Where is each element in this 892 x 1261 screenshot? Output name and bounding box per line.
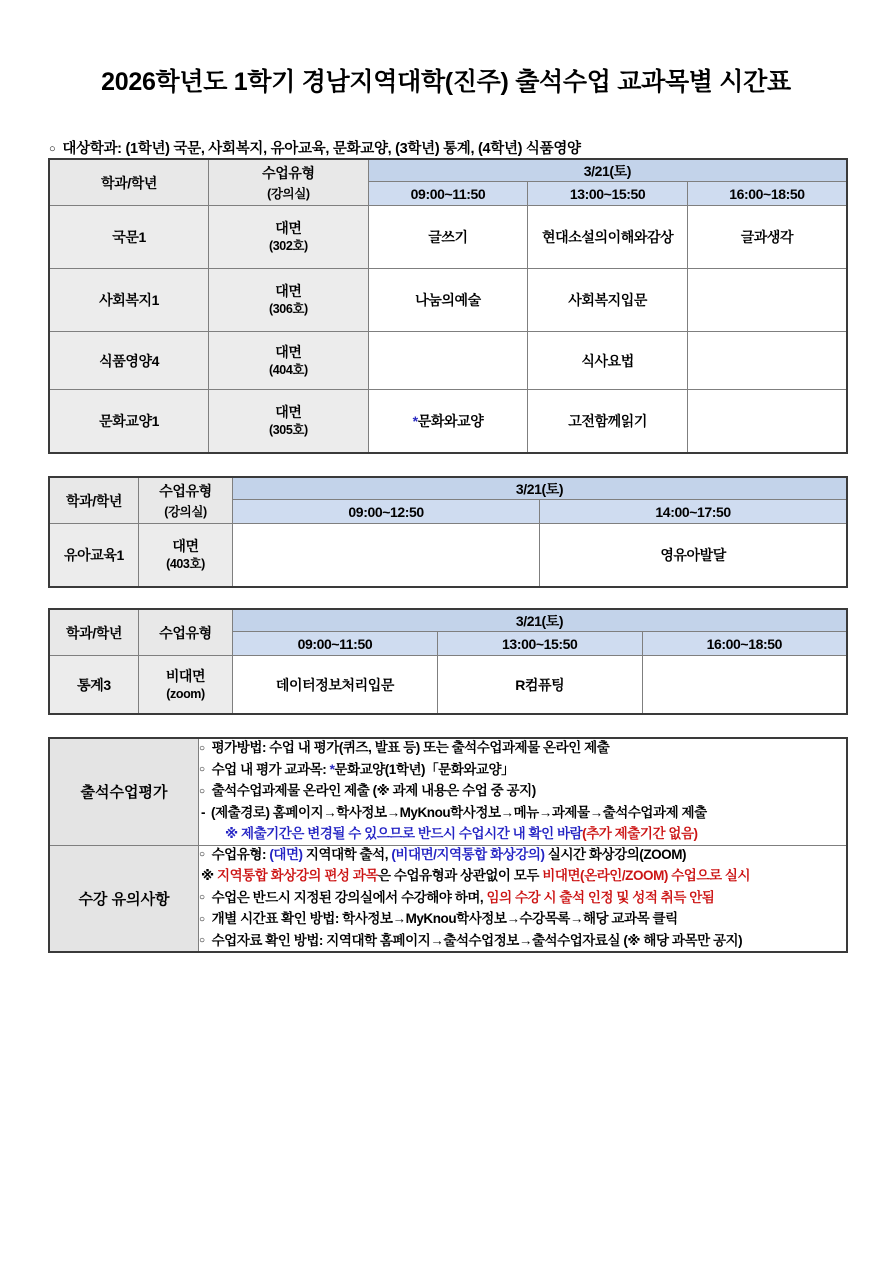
bullet-icon: ○	[199, 849, 205, 860]
schedule-table-2-wrapper	[0, 476, 892, 588]
cell-course: R컴퓨팅	[437, 656, 642, 715]
spacer	[0, 715, 892, 737]
cell-class-type	[139, 656, 233, 715]
header-date-1: 3/21(토)	[368, 159, 847, 182]
notes-label-guidance: 수강 유의사항	[49, 845, 199, 952]
table-row	[49, 269, 847, 332]
notes-body-guidance	[199, 845, 848, 952]
cell-classroom-label: (302호)	[268, 239, 308, 253]
note-line	[199, 739, 846, 759]
note-line	[199, 865, 846, 887]
target-departments-line	[0, 97, 892, 158]
bullet-icon: ○	[199, 764, 205, 775]
note-line	[199, 823, 846, 845]
header-time-slot: 13:00~15:50	[528, 182, 688, 206]
note-text: 개별 시간표 확인 방법: 학사정보→MyKnou학사정보→수강목록→해당 교과목 클릭	[211, 911, 678, 926]
note-text: 출석수업과제물 온라인 제출 (※ 과제 내용은 수업 중 공지)	[211, 783, 536, 798]
note-text: (제출경로) 홈페이지→학사정보→MyKnou학사정보→메뉴→과제물→출석수업과제 제출	[211, 804, 707, 820]
star-marker: *	[412, 413, 418, 429]
cell-course	[642, 656, 847, 715]
cell-classroom-label: (305호)	[268, 423, 308, 437]
note-text-blue: (비대면/지역통합 화상강의)	[391, 846, 545, 862]
notes-label-evaluation: 출석수업평가	[49, 738, 199, 845]
cell-course: 식사요법	[528, 332, 688, 390]
note-text: 수업자료 확인 방법: 지역대학 홈페이지→출석수업정보→출석수업자료실 (※ 해당 과목만 공지)	[211, 932, 743, 948]
note-line	[199, 908, 846, 930]
note-text-red: 임의 수강 시 출석 인정 및 성적 취득 안됨	[486, 889, 715, 905]
cell-class-type-label: 대면	[172, 538, 199, 555]
note-text-red: 비대면(온라인/ZOOM) 수업으로 실시	[542, 868, 751, 883]
cell-classroom-label: (403호)	[166, 557, 205, 571]
page-title: 2026학년도 1학기 경남지역대학(진주) 출석수업 교과목별 시간표	[101, 68, 791, 96]
cell-class-type-label: 대면	[275, 404, 302, 421]
cell-course: 영유아발달	[540, 524, 847, 588]
note-text-red: 지역통합 화상강의 편성 과목	[216, 868, 378, 883]
note-text: 수업은 반드시 지정된 강의실에서 수강해야 하며,	[211, 889, 487, 905]
note-text: 문화교양(1학년)「문화와교양」	[334, 761, 515, 777]
cell-course: 나눔의예술	[368, 269, 528, 332]
cell-classroom-label: (404호)	[268, 362, 308, 377]
notes-row-evaluation	[49, 738, 847, 845]
schedule-table-3-wrapper	[0, 608, 892, 715]
header-time-slot: 09:00~11:50	[368, 182, 528, 206]
cell-course	[233, 524, 540, 588]
table-row	[49, 206, 847, 269]
cell-dept-year: 통계3	[49, 656, 139, 715]
cell-dept-year: 문화교양1	[49, 390, 209, 454]
cell-course: 데이터정보처리입문	[233, 656, 438, 715]
spacer	[0, 588, 892, 608]
bullet-icon: ○	[49, 142, 56, 155]
cell-course	[687, 269, 847, 332]
cell-class-type-label: 대면	[275, 220, 302, 237]
cell-dept-year: 국문1	[49, 206, 209, 269]
header-time-slot: 09:00~11:50	[233, 632, 438, 656]
cell-course: 현대소설의이해와감상	[528, 206, 688, 269]
note-line	[199, 780, 846, 802]
note-text: 실시간 화상강의(ZOOM)	[544, 846, 687, 862]
cell-dept-year: 유아교육1	[49, 524, 139, 588]
notes-row-guidance	[49, 845, 847, 952]
schedule-table-3	[48, 608, 848, 715]
cell-course-starred	[368, 390, 528, 454]
schedule-table-1	[48, 158, 848, 454]
table-row	[49, 524, 847, 588]
table1-header-row-date	[49, 159, 847, 182]
header-time-slot: 13:00~15:50	[437, 632, 642, 656]
dash-icon: -	[201, 804, 206, 820]
note-text-blue: (대면)	[269, 846, 303, 862]
note-line	[199, 759, 846, 781]
cell-course: 글과생각	[687, 206, 847, 269]
cell-class-type	[209, 390, 369, 454]
cell-course: 고전함께읽기	[528, 390, 688, 454]
note-line	[199, 887, 846, 909]
bullet-icon: ○	[199, 913, 205, 925]
cell-classroom-label: (zoom)	[166, 686, 205, 701]
schedule-table-2	[48, 476, 848, 588]
header-classroom-label: (강의실)	[164, 505, 207, 519]
bullet-icon: ○	[199, 742, 205, 754]
note-line	[199, 846, 846, 866]
bullet-icon: ○	[199, 785, 205, 797]
header-date-2: 3/21(토)	[233, 477, 848, 500]
note-text: 은 수업유형과 상관없이 모두	[377, 868, 543, 883]
header-dept-year-label: 학과/학년	[101, 174, 158, 191]
header-time-slot: 09:00~12:50	[233, 500, 540, 524]
header-class-type	[139, 609, 233, 656]
notes-table	[48, 737, 848, 953]
header-dept-year	[49, 477, 139, 524]
header-dept-year-label: 학과/학년	[66, 492, 122, 509]
header-classroom-label: (강의실)	[267, 187, 310, 201]
cell-course: 문화와교양	[417, 413, 484, 429]
cell-dept-year: 식품영양4	[49, 332, 209, 390]
header-class-type	[209, 159, 369, 206]
header-time-slot: 16:00~18:50	[687, 182, 847, 206]
note-text-blue: ※ 제출기간은 변경될 수 있으므로 반드시 수업시간 내 확인 바람	[225, 826, 583, 841]
star-marker: *	[329, 761, 335, 777]
header-dept-year	[49, 609, 139, 656]
cell-course	[368, 332, 528, 390]
header-time-slot: 14:00~17:50	[540, 500, 847, 524]
cell-class-type	[209, 332, 369, 390]
notes-body-evaluation	[199, 738, 848, 845]
cell-class-type-label: 대면	[275, 343, 302, 360]
cell-course: 사회복지입문	[528, 269, 688, 332]
table3-header-row-date	[49, 609, 847, 632]
bullet-icon: ○	[199, 892, 205, 903]
note-text: 수업 내 평가 교과목:	[211, 761, 330, 777]
note-text: 지역대학 출석,	[302, 846, 392, 862]
cell-class-type-label: 비대면	[165, 667, 206, 684]
note-text: 평가방법: 수업 내 평가(퀴즈, 발표 등) 또는 출석수업과제물 온라인 제출	[211, 740, 610, 755]
cell-dept-year: 사회복지1	[49, 269, 209, 332]
note-line	[199, 930, 846, 952]
cell-course	[687, 390, 847, 454]
table2-header-row-date	[49, 477, 847, 500]
header-class-type-label: 수업유형	[159, 483, 212, 499]
cell-course	[687, 332, 847, 390]
table-row	[49, 332, 847, 390]
cell-class-type-label: 대면	[275, 283, 302, 300]
note-symbol: ※	[201, 868, 217, 883]
bullet-icon: ○	[199, 935, 205, 946]
spacer	[0, 454, 892, 476]
note-text-red: (추가 제출기간 없음)	[582, 826, 698, 841]
header-date-3: 3/21(토)	[233, 609, 848, 632]
header-dept-year-label: 학과/학년	[66, 624, 122, 641]
header-class-type-label: 수업유형	[159, 624, 212, 641]
header-class-type	[139, 477, 233, 524]
note-text: 수업유형:	[211, 846, 270, 862]
cell-class-type	[139, 524, 233, 588]
cell-class-type	[209, 206, 369, 269]
header-class-type-label: 수업유형	[262, 165, 315, 181]
note-line	[199, 802, 846, 824]
cell-classroom-label: (306호)	[268, 302, 308, 316]
cell-class-type	[209, 269, 369, 332]
table-row	[49, 390, 847, 454]
header-time-slot: 16:00~18:50	[642, 632, 847, 656]
table-row	[49, 656, 847, 715]
target-departments-text: 대상학과: (1학년) 국문, 사회복지, 유아교육, 문화교양, (3학년) 통계, (4학년) 식품영양	[62, 141, 581, 157]
header-dept-year	[49, 159, 209, 206]
schedule-table-1-wrapper	[0, 158, 892, 454]
cell-course: 글쓰기	[368, 206, 528, 269]
notes-wrapper	[0, 737, 892, 953]
